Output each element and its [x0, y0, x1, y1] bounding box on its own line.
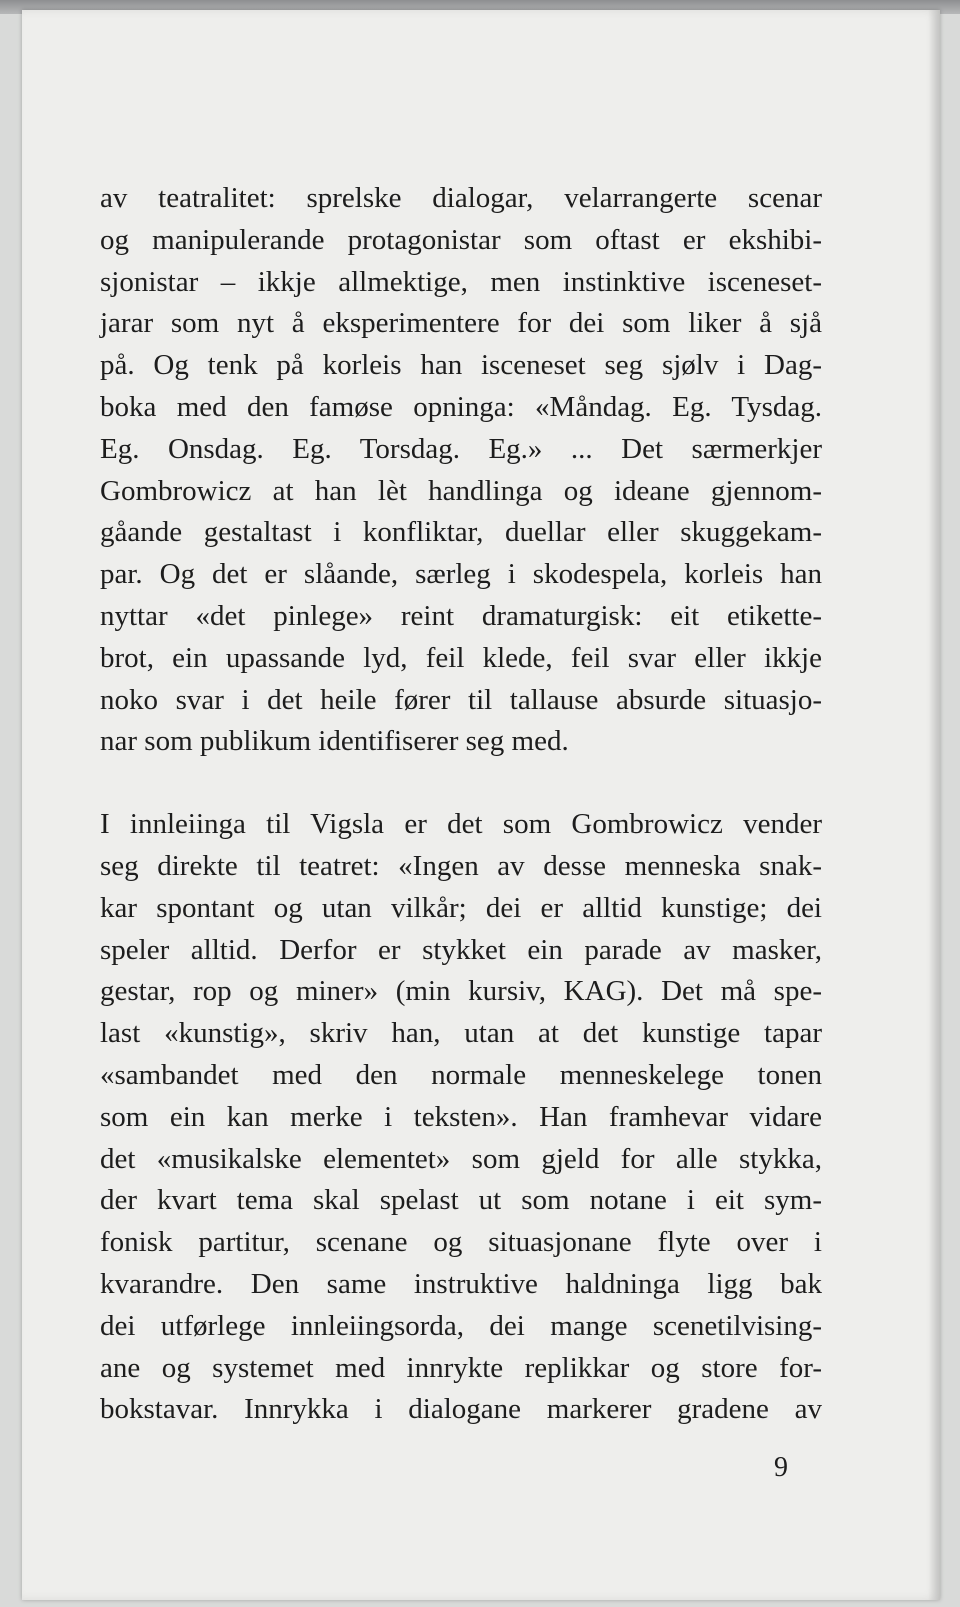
text-line: kar spontant og utan vilkår; dei er alltid kunstige; dei — [100, 891, 822, 924]
text-line: fonisk partitur, scenane og situasjonane flyte over i — [100, 1226, 822, 1259]
body-text — [100, 178, 822, 1431]
page-number: 9 — [774, 1452, 788, 1483]
text-line: gåande gestaltast i konfliktar, duellar eller skuggekam- — [100, 516, 822, 549]
text-line: speler alltid. Derfor er stykket ein parade av masker, — [100, 933, 822, 966]
text-line: kvarandre. Den same instruktive haldninga ligg bak — [100, 1267, 822, 1300]
text-line: av teatralitet: sprelske dialogar, velarrangerte scenar — [100, 182, 822, 214]
text-line: jarar som nyt å eksperimentere for dei som liker å sjå — [100, 307, 822, 340]
page-edge-shadow — [928, 10, 940, 1600]
text-line: «sambandet med den normale menneskelege tonen — [100, 1058, 822, 1091]
text-line: Eg. Onsdag. Eg. Torsdag. Eg.» ... Det særmerkjer — [100, 432, 822, 465]
text-line: seg direkte til teatret: «Ingen av desse menneska snak- — [100, 849, 822, 882]
text-line: brot, ein upassande lyd, feil klede, feil svar eller ikkje — [100, 641, 822, 674]
text-line: ane og systemet med innrykte replikkar og store for- — [100, 1351, 822, 1384]
text-line: på. Og tenk på korleis han isceneset seg sjølv i Dag- — [100, 349, 822, 382]
text-line: noko svar i det heile fører til tallause absurde situasjo- — [100, 683, 822, 716]
text-line: der kvart tema skal spelast ut som notane i eit sym- — [100, 1184, 822, 1217]
text-line: par. Og det er slåande, særleg i skodespela, korleis han — [100, 558, 822, 591]
text-line: boka med den famøse opninga: «Måndag. Eg. Tysdag. — [100, 390, 822, 423]
text-line: nar som publikum identifiserer seg med. — [100, 725, 569, 758]
text-line: det «musikalske elementet» som gjeld for alle stykka, — [100, 1142, 822, 1175]
text-line: Gombrowicz at han lèt handlinga og ideane gjennom- — [100, 474, 822, 507]
text-line: sjonistar – ikkje allmektige, men instinktive isceneset- — [100, 265, 822, 298]
text-line: gestar, rop og miner» (min kursiv, KAG). Det må spe- — [100, 975, 822, 1008]
text-line: last «kunstig», skriv han, utan at det kunstige tapar — [100, 1017, 822, 1050]
paragraph-gap — [100, 763, 822, 804]
text-line: dei utførlege innleiingsorda, dei mange scenetilvising- — [100, 1309, 822, 1342]
text-line: bokstavar. Innrykka i dialogane markerer gradene av — [100, 1393, 822, 1426]
text-line: nyttar «det pinlege» reint dramaturgisk: eit etikette- — [100, 599, 822, 632]
text-line: I innleiinga til Vigsla er det som Gombrowicz vender — [100, 808, 822, 841]
text-line: og manipulerande protagonistar som oftast er ekshibi- — [100, 223, 822, 256]
text-line: som ein kan merke i teksten». Han framhevar vidare — [100, 1100, 822, 1133]
book-page — [22, 10, 940, 1600]
